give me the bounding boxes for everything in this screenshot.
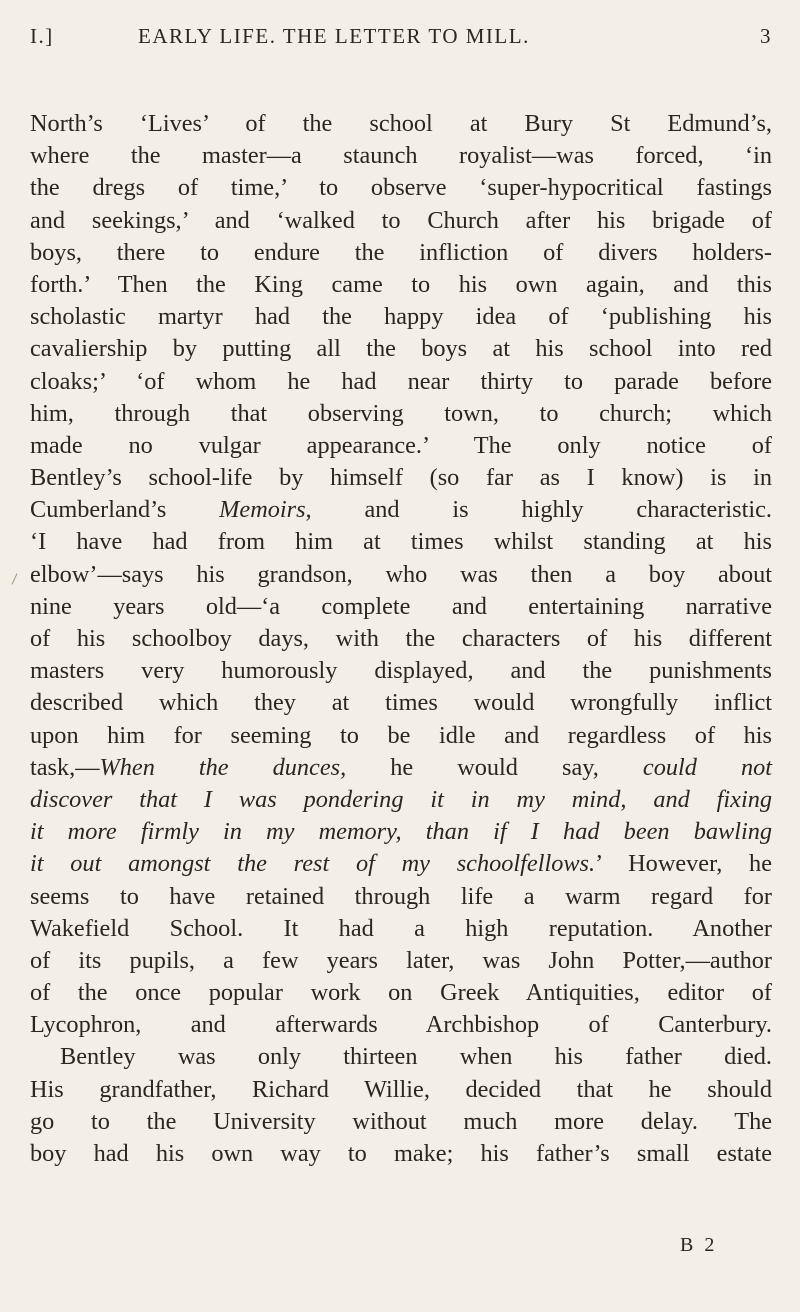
text-line: where the master—a staunch royalist—was forced, ‘in bbox=[30, 142, 772, 170]
text-segment: Cumberland’s bbox=[30, 496, 220, 524]
text-line: seems to have retained through life a warm regard for bbox=[30, 882, 772, 910]
text-segment: and is highly characteristic. bbox=[311, 496, 772, 524]
text-line bbox=[30, 816, 772, 848]
text-line: cavaliership by putting all the boys at his school into red bbox=[30, 335, 772, 363]
text-line: Bentley was only thirteen when his father died. bbox=[60, 1043, 772, 1071]
text-line: elbow’—says his grandson, who was then a boy about bbox=[30, 560, 772, 588]
text-line bbox=[30, 848, 772, 880]
text-line: Lycophron, and afterwards Archbishop of Canterbury. bbox=[30, 1011, 772, 1039]
text-line: Wakefield School. It had a high reputation. Another bbox=[30, 914, 772, 942]
text-line: North’s ‘Lives’ of the school at Bury St Edmund’s, bbox=[30, 110, 772, 137]
text-line: upon him for seeming to be idle and regardless of his bbox=[30, 721, 772, 749]
text-line: forth.’ Then the King came to his own again, and this bbox=[30, 270, 772, 298]
text-segment: he would say, bbox=[346, 753, 643, 781]
text-line: Bentley’s school-life by himself (so far as I know) is in bbox=[30, 464, 772, 492]
text-segment: task,— bbox=[30, 753, 100, 781]
body-text bbox=[30, 108, 772, 1170]
text-line bbox=[30, 784, 772, 816]
text-line bbox=[30, 494, 772, 526]
margin-mark bbox=[12, 573, 18, 584]
text-line: cloaks;’ ‘of whom he had near thirty to parade before bbox=[30, 367, 772, 395]
text-line: boys, there to endure the infliction of divers holders- bbox=[30, 238, 772, 266]
text-segment: ’ However, he bbox=[595, 850, 772, 878]
signature-mark: B 2 bbox=[680, 1234, 718, 1256]
text-line: made no vulgar appearance.’ The only notice of bbox=[30, 431, 772, 459]
text-line: described which they at times would wrongfully inflict bbox=[30, 689, 772, 717]
page-number: 3 bbox=[760, 24, 772, 48]
text-line: nine years old—‘a complete and entertaining narrative bbox=[30, 592, 772, 620]
text-line: ‘I have had from him at times whilst standing at his bbox=[30, 528, 772, 556]
italic-quote: When the dunces, bbox=[99, 753, 347, 781]
text-line: him, through that observing town, to church; which bbox=[30, 399, 772, 427]
text-line: His grandfather, Richard Willie, decided that he should bbox=[30, 1075, 772, 1103]
running-title: EARLY LIFE. THE LETTER TO MILL. bbox=[138, 24, 530, 48]
italic-title: Memoirs, bbox=[219, 496, 312, 524]
text-line: the dregs of time,’ to observe ‘super-hypocritical fastings bbox=[30, 174, 772, 202]
text-line bbox=[30, 752, 772, 784]
text-line: of the once popular work on Greek Antiquities, editor of bbox=[30, 979, 772, 1007]
italic-quote: discover that I was pondering it in my mind, and fixing bbox=[30, 785, 772, 813]
text-line: masters very humorously displayed, and the punishments bbox=[30, 657, 772, 685]
chapter-marker: I.] bbox=[30, 24, 54, 48]
text-line: go to the University without much more delay. The bbox=[30, 1107, 772, 1135]
text-line: of its pupils, a few years later, was John Potter,—author bbox=[30, 946, 772, 974]
text-line: scholastic martyr had the happy idea of ‘publishing his bbox=[30, 303, 772, 331]
italic-quote: could not bbox=[642, 753, 772, 781]
italic-quote: it more firmly in my memory, than if I had been bawling bbox=[30, 818, 772, 846]
text-line: of his schoolboy days, with the characters of his different bbox=[30, 625, 772, 652]
italic-quote: it out amongst the rest of my schoolfellows. bbox=[30, 850, 596, 878]
text-line: boy had his own way to make; his father’s small estate bbox=[30, 1140, 772, 1167]
text-line: and seekings,’ and ‘walked to Church after his brigade of bbox=[30, 206, 772, 234]
running-head bbox=[30, 24, 772, 56]
